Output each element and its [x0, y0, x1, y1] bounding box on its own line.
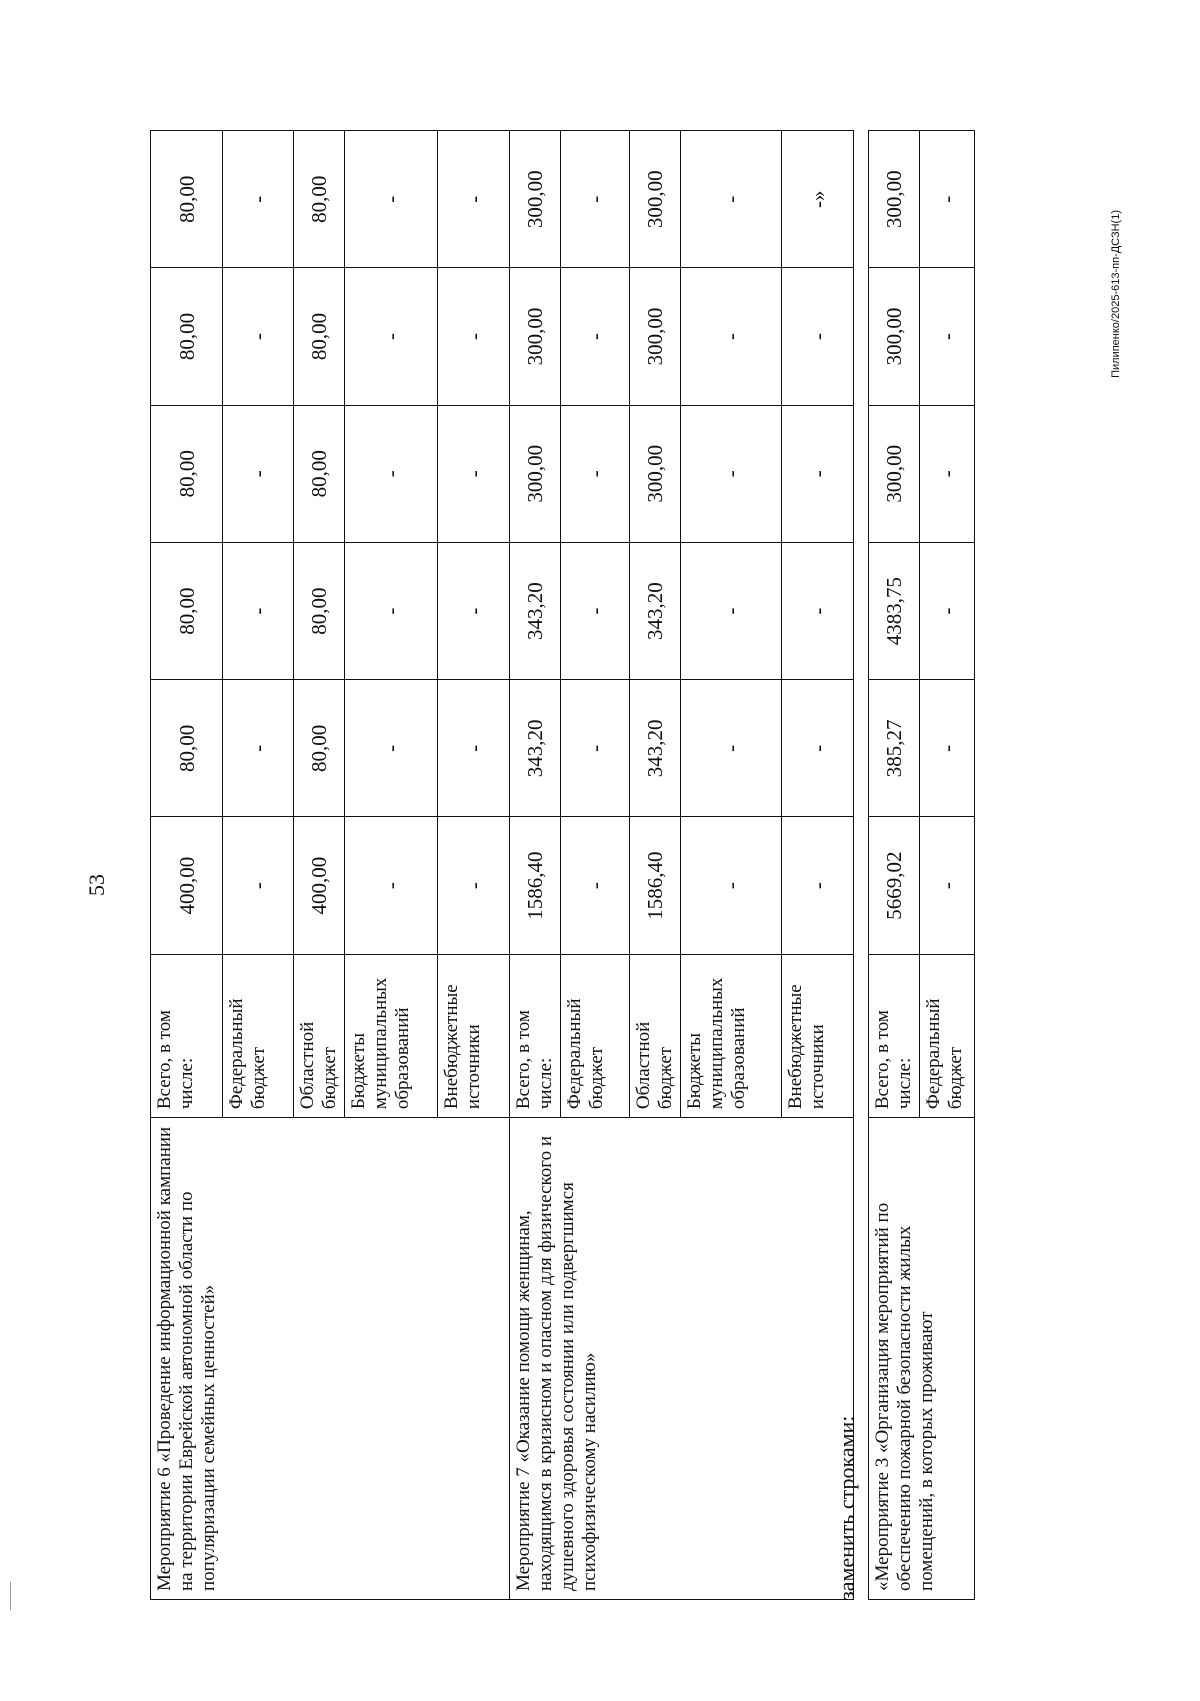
value-cell: - [345, 817, 438, 954]
budget-table [150, 130, 854, 1600]
value-cell: - [561, 131, 630, 268]
source-cell: Всего, в том числе: [869, 954, 920, 1117]
value-cell: - [438, 542, 510, 679]
value-cell: - [782, 817, 854, 954]
value-cell: 300,00 [869, 131, 920, 268]
measure-cell: Мероприятие 6 «Проведение информационной кампании на территории Еврейской автономной области по популяризации семейных ценностей» [151, 1118, 510, 1600]
page-number: 53 [84, 874, 109, 896]
table-row [151, 131, 223, 1600]
value-cell: 80,00 [294, 680, 345, 817]
source-cell: Бюджеты муниципальных образований [345, 954, 438, 1117]
value-cell: 1586,40 [510, 817, 561, 954]
value-cell: 343,20 [510, 542, 561, 679]
value-cell: - [223, 268, 294, 405]
source-cell: Всего, в том числе: [510, 954, 561, 1117]
value-cell: - [438, 405, 510, 542]
value-cell: - [920, 131, 975, 268]
value-cell: - [345, 131, 438, 268]
value-cell: 300,00 [630, 405, 681, 542]
source-cell: Внебюджетные источники [438, 954, 510, 1117]
value-cell: - [561, 680, 630, 817]
footer-code: Пилипенко/2025-613-пп-ДСЗН(1) [1110, 210, 1122, 378]
value-cell: - [920, 817, 975, 954]
value-cell: 80,00 [151, 131, 223, 268]
value-cell: - [345, 268, 438, 405]
value-cell: 5669,02 [869, 817, 920, 954]
value-cell: 80,00 [294, 131, 345, 268]
value-cell: - [438, 131, 510, 268]
value-cell: - [782, 405, 854, 542]
table-row [869, 131, 920, 1600]
value-cell: - [782, 542, 854, 679]
source-cell: Областной бюджет [630, 954, 681, 1117]
source-cell: Всего, в том числе: [151, 954, 223, 1117]
value-cell: 80,00 [151, 542, 223, 679]
value-cell: - [345, 542, 438, 679]
value-cell: 385,27 [869, 680, 920, 817]
value-cell: - [782, 680, 854, 817]
value-cell: 300,00 [630, 131, 681, 268]
scan-mark [10, 1582, 11, 1610]
value-cell: 400,00 [294, 817, 345, 954]
value-cell: - [345, 405, 438, 542]
value-cell: -» [782, 131, 854, 268]
value-cell: 343,20 [510, 680, 561, 817]
replacement-table [868, 130, 975, 1600]
value-cell: 300,00 [510, 131, 561, 268]
value-cell: - [438, 268, 510, 405]
table-row [510, 131, 561, 1600]
value-cell: - [920, 268, 975, 405]
value-cell: - [920, 405, 975, 542]
source-cell: Областной бюджет [294, 954, 345, 1117]
measure-cell: «Мероприятие 3 «Организация мероприятий по обеспечению пожарной безопасности жилых помещений, в которых проживают [869, 1118, 975, 1600]
value-cell: - [223, 405, 294, 542]
value-cell: - [438, 680, 510, 817]
value-cell: 80,00 [294, 405, 345, 542]
value-cell: 300,00 [510, 405, 561, 542]
value-cell: 80,00 [151, 405, 223, 542]
value-cell: 300,00 [510, 268, 561, 405]
measure-cell: Мероприятие 7 «Оказание помощи женщинам, находящимся в кризисном и опасном для физического и душевного здоровья состоянии или подвергшимся психофизическому насилию» [510, 1118, 854, 1600]
value-cell: - [561, 817, 630, 954]
value-cell: 1586,40 [630, 817, 681, 954]
value-cell: - [223, 817, 294, 954]
source-cell: Федеральный бюджет [561, 954, 630, 1117]
value-cell: 80,00 [294, 542, 345, 679]
rotated-table-area [150, 130, 1050, 1600]
value-cell: 4383,75 [869, 542, 920, 679]
value-cell: - [561, 405, 630, 542]
value-cell: - [681, 817, 782, 954]
value-cell: 80,00 [151, 268, 223, 405]
source-cell: Федеральный бюджет [920, 954, 975, 1117]
value-cell: - [782, 268, 854, 405]
value-cell: 80,00 [294, 268, 345, 405]
source-cell: Федеральный бюджет [223, 954, 294, 1117]
value-cell: - [681, 405, 782, 542]
value-cell: - [681, 680, 782, 817]
value-cell: 343,20 [630, 542, 681, 679]
value-cell: 300,00 [630, 268, 681, 405]
replace-note: заменить строками: [834, 1415, 859, 1600]
value-cell: - [345, 680, 438, 817]
source-cell: Внебюджетные источники [782, 954, 854, 1117]
value-cell: - [920, 680, 975, 817]
value-cell: - [223, 131, 294, 268]
value-cell: 400,00 [151, 817, 223, 954]
value-cell: 300,00 [869, 405, 920, 542]
value-cell: - [920, 542, 975, 679]
source-cell: Бюджеты муниципальных образований [681, 954, 782, 1117]
value-cell: 343,20 [630, 680, 681, 817]
value-cell: - [223, 680, 294, 817]
value-cell: - [681, 268, 782, 405]
value-cell: 80,00 [151, 680, 223, 817]
value-cell: - [561, 268, 630, 405]
value-cell: - [681, 131, 782, 268]
value-cell: 300,00 [869, 268, 920, 405]
value-cell: - [438, 817, 510, 954]
value-cell: - [223, 542, 294, 679]
value-cell: - [681, 542, 782, 679]
value-cell: - [561, 542, 630, 679]
